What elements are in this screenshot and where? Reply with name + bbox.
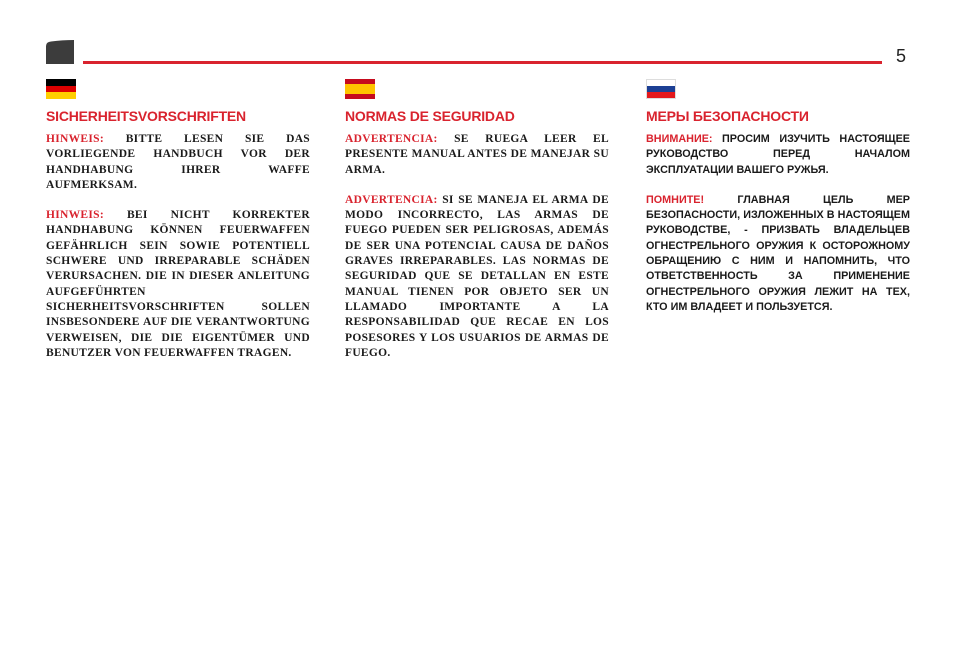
flag-stripe <box>345 94 375 99</box>
notice-text: BITTE LESEN SIE DAS VORLIEGENDE HANDBUCH VOR DER HANDHABUNG IHRER WAFFE AUFMERKSAM. <box>46 133 310 191</box>
notice-text: SE RUEGA LEER EL PRESENTE MANUAL ANTES DE MANEJAR SU ARMA. <box>345 133 609 176</box>
notice-paragraph <box>46 208 310 361</box>
section-heading: МЕРЫ БЕЗОПАСНОСТИ <box>646 108 809 124</box>
notice-text: ГЛАВНАЯ ЦЕЛЬ МЕР БЕЗОПАСНОСТИ, ИЗЛОЖЕННЫХ В НАСТОЯЩЕМ РУКОВОДСТВЕ, - ПРИЗВАТЬ ВЛАДЕЛЬЦЕВ ОГНЕСТРЕЛЬНОГО ОРУЖИЯ К ОСТОРОЖНОМУ ОБРАЩЕНИЮ С НИМ И НАПОМНИТЬ, ЧТО ОТВЕТСТВЕННОСТЬ ЗА ПРИМЕНЕНИЕ ОГНЕСТРЕЛЬНОГО ОРУЖИЯ ЛЕЖИТ НА ТЕХ, КТО ИМ ВЛАДЕЕТ И ПОЛЬЗУЕТСЯ. <box>646 193 910 313</box>
notice-paragraph <box>345 193 609 361</box>
notice-label: ADVERTENCIA: <box>345 193 438 206</box>
notice-text: ПРОСИМ ИЗУЧИТЬ НАСТОЯЩЕЕ РУКОВОДСТВО ПЕРЕД НАЧАЛОМ ЭКСПЛУАТАЦИИ ВАШЕГО РУЖЬЯ. <box>646 133 910 176</box>
section-german <box>46 79 310 361</box>
flag-stripe <box>46 86 76 93</box>
notice-text: BEI NICHT KORREKTER HANDHABUNG KÖNNEN FEUERWAFFEN GEFÄHRLICH SEIN SOWIE POTENTIELL SCHWERE UND IRREPARABLE SCHÄDEN VERURSACHEN. DIE IN DIESER ANLEITUNG AUFGEFÜHRTEN SICHERHEITSVORSCHRIFTEN SOLLEN INSBESONDERE AUF DIE VERANTWORTUNG VERWEISEN, DIE DIE EIGENTÜMER UND BENUTZER VON FEUERWAFFEN TRAGEN. <box>46 209 310 359</box>
section-heading: NORMAS DE SEGURIDAD <box>345 108 515 124</box>
flag-stripe <box>647 92 675 98</box>
notice-label: ADVERTENCIA: <box>345 133 438 145</box>
notice-paragraph <box>46 132 310 193</box>
notice-paragraph <box>646 132 910 178</box>
russia-flag-icon <box>646 79 676 99</box>
notice-label: HINWEIS: <box>46 209 104 222</box>
header-rule <box>83 61 882 64</box>
flag-stripe <box>345 84 375 94</box>
brand-logo-icon <box>46 40 74 64</box>
flag-stripe <box>46 79 76 86</box>
section-russian <box>646 79 910 315</box>
flag-stripe <box>46 92 76 99</box>
page-number: 5 <box>896 46 907 66</box>
section-heading: SICHERHEITSVORSCHRIFTEN <box>46 108 246 124</box>
notice-paragraph <box>345 132 609 178</box>
notice-paragraph <box>646 193 910 315</box>
notice-label: HINWEIS: <box>46 133 104 145</box>
section-spanish <box>345 79 609 361</box>
spain-flag-icon <box>345 79 375 99</box>
notice-label: ПОМНИТЕ! <box>646 193 705 206</box>
germany-flag-icon <box>46 79 76 99</box>
notice-text: SI SE MANEJA EL ARMA DE MODO INCORRECTO, LAS ARMAS DE FUEGO PUEDEN SER PELIGROSAS, ADEMÁS DE SER UNA POTENCIAL CAUSA DE DAÑOS GRAVES IRREPARABLES. LAS NORMAS DE SEGURIDAD QUE SE DETALLAN EN ESTE MANUAL TIENEN POR OBJETO SER UN LLAMADO IMPORTANTE A LA RESPONSABILIDAD QUE RECAE EN LOS POSESORES Y LOS USUARIOS DE ARMAS DE FUEGO. <box>345 193 609 359</box>
notice-label: ВНИМАНИЕ: <box>646 133 713 145</box>
